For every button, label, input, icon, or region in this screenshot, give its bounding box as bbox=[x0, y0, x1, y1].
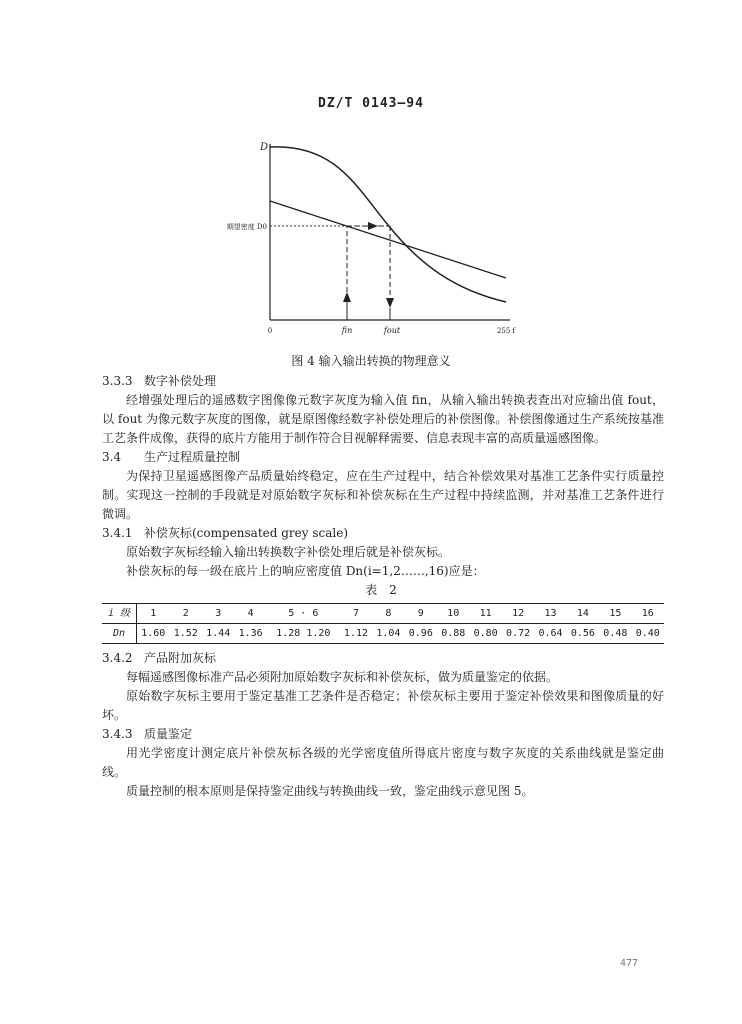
table-cell: 11 bbox=[469, 604, 501, 624]
characteristic-curve bbox=[270, 147, 506, 302]
table-cell: 4 bbox=[234, 604, 266, 624]
section-3-4-1-body-2: 补偿灰标的每一级在底片上的响应密度值 Dn(i=1,2……,16)应是： bbox=[126, 564, 485, 578]
table-cell: 0.80 bbox=[473, 628, 498, 639]
table-row-label: i 级 bbox=[102, 604, 137, 624]
section-3-4-2-heading: 3.4.2 产品附加灰标 bbox=[102, 651, 217, 665]
table-row-levels bbox=[102, 604, 664, 624]
table-cell: 1 bbox=[137, 604, 170, 624]
table-cell: 3 bbox=[202, 604, 234, 624]
expected-density-label: 期望密度 D0 bbox=[226, 223, 267, 231]
table-cell: 1.12 bbox=[343, 628, 369, 639]
table-cell: 0.40 bbox=[635, 628, 660, 639]
table-cell: 12 bbox=[502, 604, 534, 624]
section-3-4-2-body-2: 原始数字灰标主要用于鉴定基准工艺条件是否稳定；补偿灰标主要用于鉴定补偿效果和图像质量的好坏。 bbox=[102, 689, 664, 722]
x-tick-fin: fin bbox=[341, 326, 353, 335]
table-cell: 1.36 bbox=[238, 628, 263, 639]
table-cell: 15 bbox=[599, 604, 631, 624]
table-cell: 0.48 bbox=[603, 628, 628, 639]
table-cell: 1.44 bbox=[206, 628, 231, 639]
standard-header: DZ/T 0143—94 bbox=[318, 96, 424, 111]
main-content bbox=[102, 372, 664, 801]
fout-down-arrowhead bbox=[386, 298, 394, 308]
table-cell: 1.04 bbox=[376, 628, 401, 639]
table-cell: 2 bbox=[170, 604, 202, 624]
table-cell: 0.56 bbox=[570, 628, 595, 639]
table-row-label: Dn bbox=[102, 624, 137, 644]
table-row-densities bbox=[102, 624, 664, 644]
linear-response-line bbox=[270, 201, 506, 278]
table-cell: 0.96 bbox=[408, 628, 433, 639]
x-end-label: 255 f bbox=[496, 327, 516, 335]
section-3-4-heading: 3.4 生产过程质量控制 bbox=[102, 450, 241, 464]
section-3-4-3-body-1: 用光学密度计测定底片补偿灰标各级的光学密度值所得底片密度与数字灰度的关系曲线就是鉴定曲线。 bbox=[102, 746, 664, 779]
page-number: 477 bbox=[620, 958, 639, 969]
section-3-4-1-heading: 3.4.1 补偿灰标(compensated grey scale) bbox=[102, 526, 349, 540]
table-cell: 8 bbox=[372, 604, 404, 624]
horizontal-arrowhead bbox=[368, 222, 378, 230]
section-3-4-3-body-2: 质量控制的根本原则是保持鉴定曲线与转换曲线一致，鉴定曲线示意见图 5。 bbox=[126, 784, 534, 798]
table-cell: 1.52 bbox=[173, 628, 198, 639]
table-cell: 16 bbox=[632, 604, 664, 624]
table-cell: 0.88 bbox=[441, 628, 466, 639]
grey-scale-table bbox=[102, 603, 664, 644]
section-3-3-3-body: 经增强处理后的遥感数字图像像元数字灰度为输入值 fin，从输入输出转换表查出对应输出值 fout，以 fout 为像元数字灰度的图像，就是原图像经数字补偿处理后的补偿图像。补偿图像通过生产系统按基准工艺条件成像，获得的底片方能用于制作符合目视解释需要、信息表现丰富的高质量遥感图像。 bbox=[102, 393, 664, 445]
fin-up-arrowhead bbox=[343, 292, 351, 302]
section-3-4-1-body-1: 原始数字灰标经输入输出转换数字补偿处理后就是补偿灰标。 bbox=[126, 545, 451, 559]
table-cell: 7 bbox=[340, 604, 372, 624]
section-3-4-body: 为保持卫星遥感图像产品质量始终稳定，应在生产过程中，结合补偿效果对基准工艺条件实行质量控制。实现这一控制的手段就是对原始数字灰标和补偿灰标在生产过程中持续监测，并对基准工艺条件进行微调。 bbox=[102, 469, 664, 521]
section-3-3-3-heading: 3.3.3 数字补偿处理 bbox=[102, 374, 217, 388]
x-tick-fout: fout bbox=[383, 326, 401, 335]
figure-4 bbox=[226, 130, 530, 349]
table-cell: 14 bbox=[567, 604, 599, 624]
figure-caption: 图 4 输入输出转换的物理意义 bbox=[291, 354, 451, 368]
table-cell: 1.60 bbox=[141, 628, 166, 639]
table-cell: 5 · 6 bbox=[267, 604, 340, 624]
table-cell: 9 bbox=[405, 604, 437, 624]
table-2-title: 表 2 bbox=[365, 583, 401, 597]
table-cell: 0.64 bbox=[538, 628, 563, 639]
table-cell: 0.72 bbox=[506, 628, 531, 639]
y-axis-label: D bbox=[260, 142, 269, 153]
section-3-4-2-body-1: 每幅遥感图像标准产品必须附加原始数字灰标和补偿灰标，做为质量鉴定的依据。 bbox=[126, 670, 559, 684]
x-origin-label: 0 bbox=[267, 327, 273, 335]
io-conversion-diagram bbox=[226, 130, 530, 345]
table-cell: 10 bbox=[437, 604, 469, 624]
section-3-4-3-heading: 3.4.3 质量鉴定 bbox=[102, 727, 193, 741]
table-cell: 1.28 1.20 bbox=[276, 628, 331, 639]
table-cell: 13 bbox=[534, 604, 566, 624]
